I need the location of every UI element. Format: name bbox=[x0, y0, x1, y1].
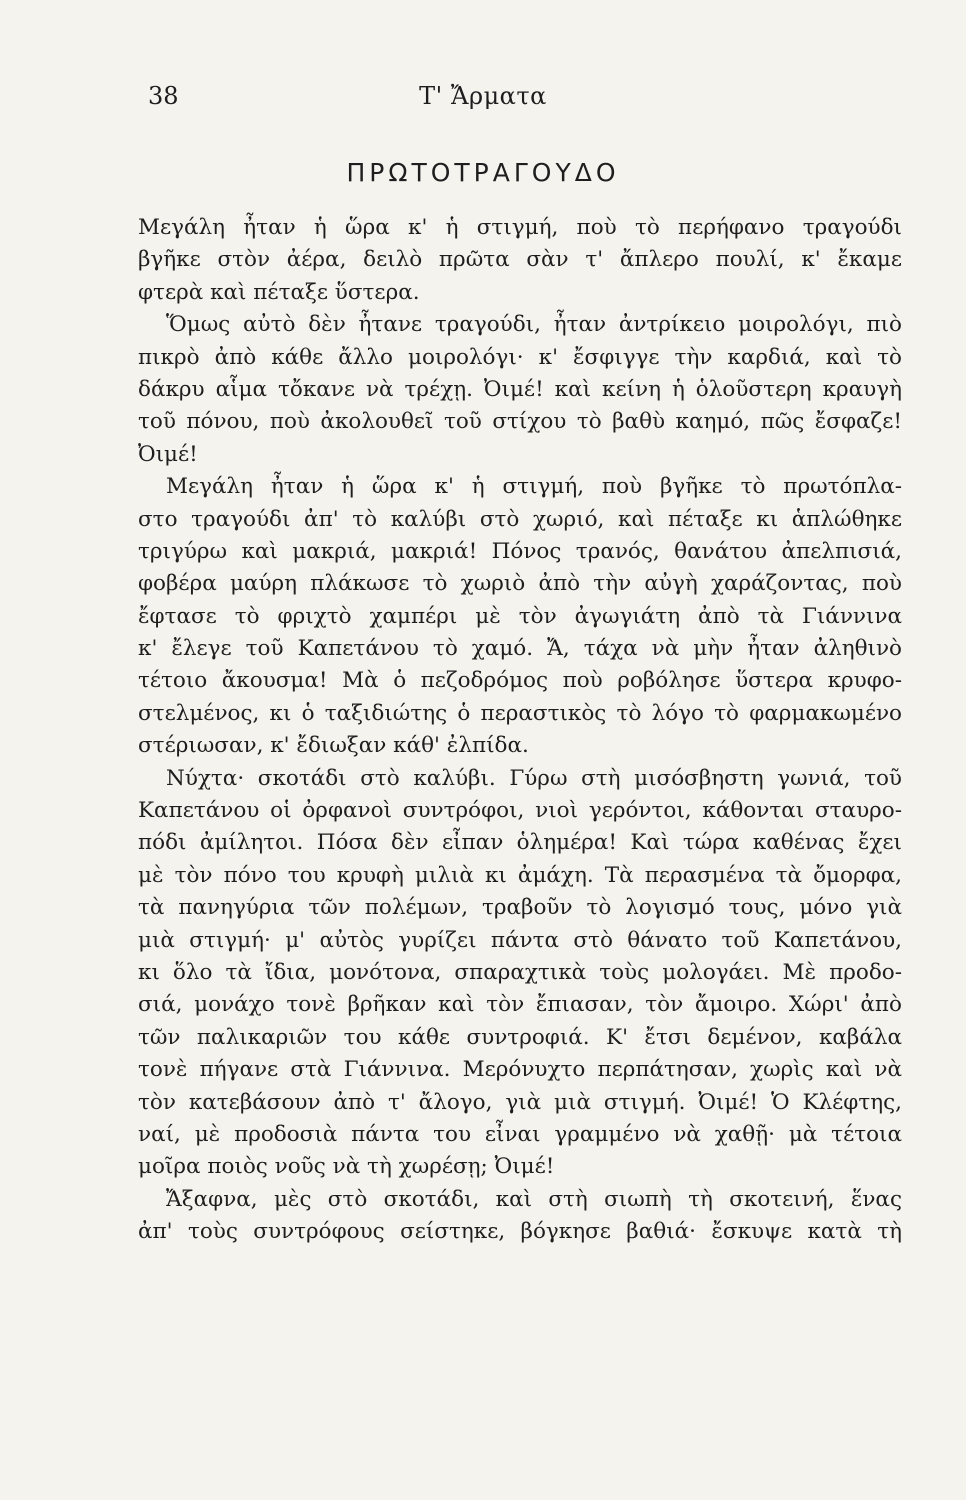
text-line: σιά, μονάχο τονὲ βρῆκαν καὶ τὸν ἔπιασαν, τὸν ἄμοιρο. Χώρι' ἀπὸ bbox=[138, 992, 902, 1018]
text-line: Μεγάλη ἦταν ἡ ὥρα κ' ἡ στιγμή, ποὺ τὸ περήφανο τραγούδι bbox=[138, 215, 902, 240]
text-line: κ' ἔλεγε τοῦ Καπετάνου τὸ χαμό. Ἄ, τάχα νὰ μὴν ἦταν ἀληθινὸ bbox=[138, 636, 902, 662]
text-line: στελμένος, κι ὁ ταξιδιώτης ὁ περαστικὸς τὸ λόγο τὸ φαρμακωμένο bbox=[138, 700, 902, 726]
text-line: τὸν κατεβάσουν ἀπὸ τ' ἄλογο, γιὰ μιὰ στιγμή. Ὀιμέ! Ὁ Κλέφτης, bbox=[138, 1089, 902, 1115]
text-line: δάκρυ αἷμα τὄκανε νὰ τρέχῃ. Ὀιμέ! καὶ κείνη ἡ ὁλοῦστερη κραυγὴ bbox=[138, 376, 902, 402]
text-line: Ὀιμέ! bbox=[138, 441, 198, 467]
text-line: φτερὰ καὶ πέταξε ὕστερα. bbox=[138, 279, 420, 305]
text-line: ναί, μὲ προδοσιὰ πάντα του εἶναι γραμμένο νὰ χαθῇ· μὰ τέτοια bbox=[138, 1121, 902, 1147]
text-line: τονὲ πήγανε στὰ Γιάννινα. Μερόνυχτο περπάτησαν, χωρὶς καὶ νὰ bbox=[138, 1057, 902, 1083]
text-line: βγῆκε στὸν ἀέρα, δειλὸ πρῶτα σὰν τ' ἄπλερο πουλί, κ' ἔκαμε bbox=[138, 247, 902, 273]
text-line: τέτοιο ἄκουσμα! Μὰ ὁ πεζοδρόμος ποὺ ροβόλησε ὕστερα κρυφο- bbox=[138, 668, 902, 694]
text-line: μὲ τὸν πόνο του κρυφὴ μιλιὰ κι ἀμάχη. Τὰ περασμένα τὰ ὄμορφα, bbox=[138, 862, 902, 888]
text-line: φοβέρα μαύρη πλάκωσε τὸ χωριὸ ἀπὸ τὴν αὐγὴ χαράζοντας, ποὺ bbox=[138, 571, 902, 597]
text-line: μοῖρα ποιὸς νοῦς νὰ τὴ χωρέσῃ; Ὀιμέ! bbox=[138, 1154, 555, 1180]
text-line: τριγύρω καὶ μακριά, μακριά! Πόνος τρανός, θανάτου ἀπελπισιά, bbox=[138, 538, 902, 564]
running-header: Τ' Ἄρματα bbox=[419, 82, 547, 110]
text-line: τοῦ πόνου, ποὺ ἀκολουθεῖ τοῦ στίχου τὸ βαθὺ καημό, πῶς ἔσφαζε! bbox=[138, 409, 902, 435]
text-line: Ὅμως αὐτὸ δὲν ἦτανε τραγούδι, ἦταν ἀντρίκειο μοιρολόγι, πιὸ bbox=[166, 312, 902, 338]
text-line: στέριωσαν, κ' ἔδιωξαν κάθ' ἐλπίδα. bbox=[138, 733, 529, 759]
text-line: Μεγάλη ἦταν ἡ ὥρα κ' ἡ στιγμή, ποὺ βγῆκε τὸ πρωτόπλα- bbox=[166, 474, 902, 500]
text-line: τὰ πανηγύρια τῶν πολέμων, τραβοῦν τὸ λογισμό τους, μόνο γιὰ bbox=[138, 895, 902, 921]
text-line: τῶν παλικαριῶν του κάθε συντροφιά. Κ' ἔτσι δεμένον, καβάλα bbox=[138, 1024, 902, 1050]
text-line: πόδι ἀμίλητοι. Πόσα δὲν εἶπαν ὁλημέρα! Καὶ τώρα καθένας ἔχει bbox=[138, 830, 902, 856]
text-line: Νύχτα· σκοτάδι στὸ καλύβι. Γύρω στὴ μισόσβηστη γωνιά, τοῦ bbox=[166, 765, 902, 791]
text-line: πικρὸ ἀπὸ κάθε ἄλλο μοιρολόγι· κ' ἔσφιγγε τὴν καρδιά, καὶ τὸ bbox=[138, 344, 902, 370]
text-line: μιὰ στιγμή· μ' αὐτὸς γυρίζει πάντα στὸ θάνατο τοῦ Καπετάνου, bbox=[138, 927, 902, 953]
text-line: ἔφτασε τὸ φριχτὸ χαμπέρι μὲ τὸν ἀγωγιάτη ἀπὸ τὰ Γιάννινα bbox=[138, 603, 902, 629]
text-line: κι ὅλο τὰ ἴδια, μονότονα, σπαραχτικὰ τοὺς μολογάει. Μὲ προδο- bbox=[138, 959, 902, 985]
page-number: 38 bbox=[148, 82, 179, 110]
text-line: Καπετάνου οἱ ὀρφανοὶ συντρόφοι, νιοὶ γερόντοι, κάθονται σταυρο- bbox=[138, 798, 902, 824]
text-line: ἀπ' τοὺς συντρόφους σείστηκε, βόγκησε βαθιά· ἔσκυψε κατὰ τὴ bbox=[138, 1219, 902, 1245]
chapter-title: ΠΡΩΤΟΤΡΑΓΟΥΔΟ bbox=[346, 158, 620, 187]
text-line: στο τραγούδι ἀπ' τὸ καλύβι στὸ χωριό, καὶ πέταξε κι ἁπλώθηκε bbox=[138, 506, 902, 532]
text-line: Ἄξαφνα, μὲς στὸ σκοτάδι, καὶ στὴ σιωπὴ τὴ σκοτεινή, ἕνας bbox=[166, 1186, 902, 1212]
body-text bbox=[138, 212, 902, 1249]
